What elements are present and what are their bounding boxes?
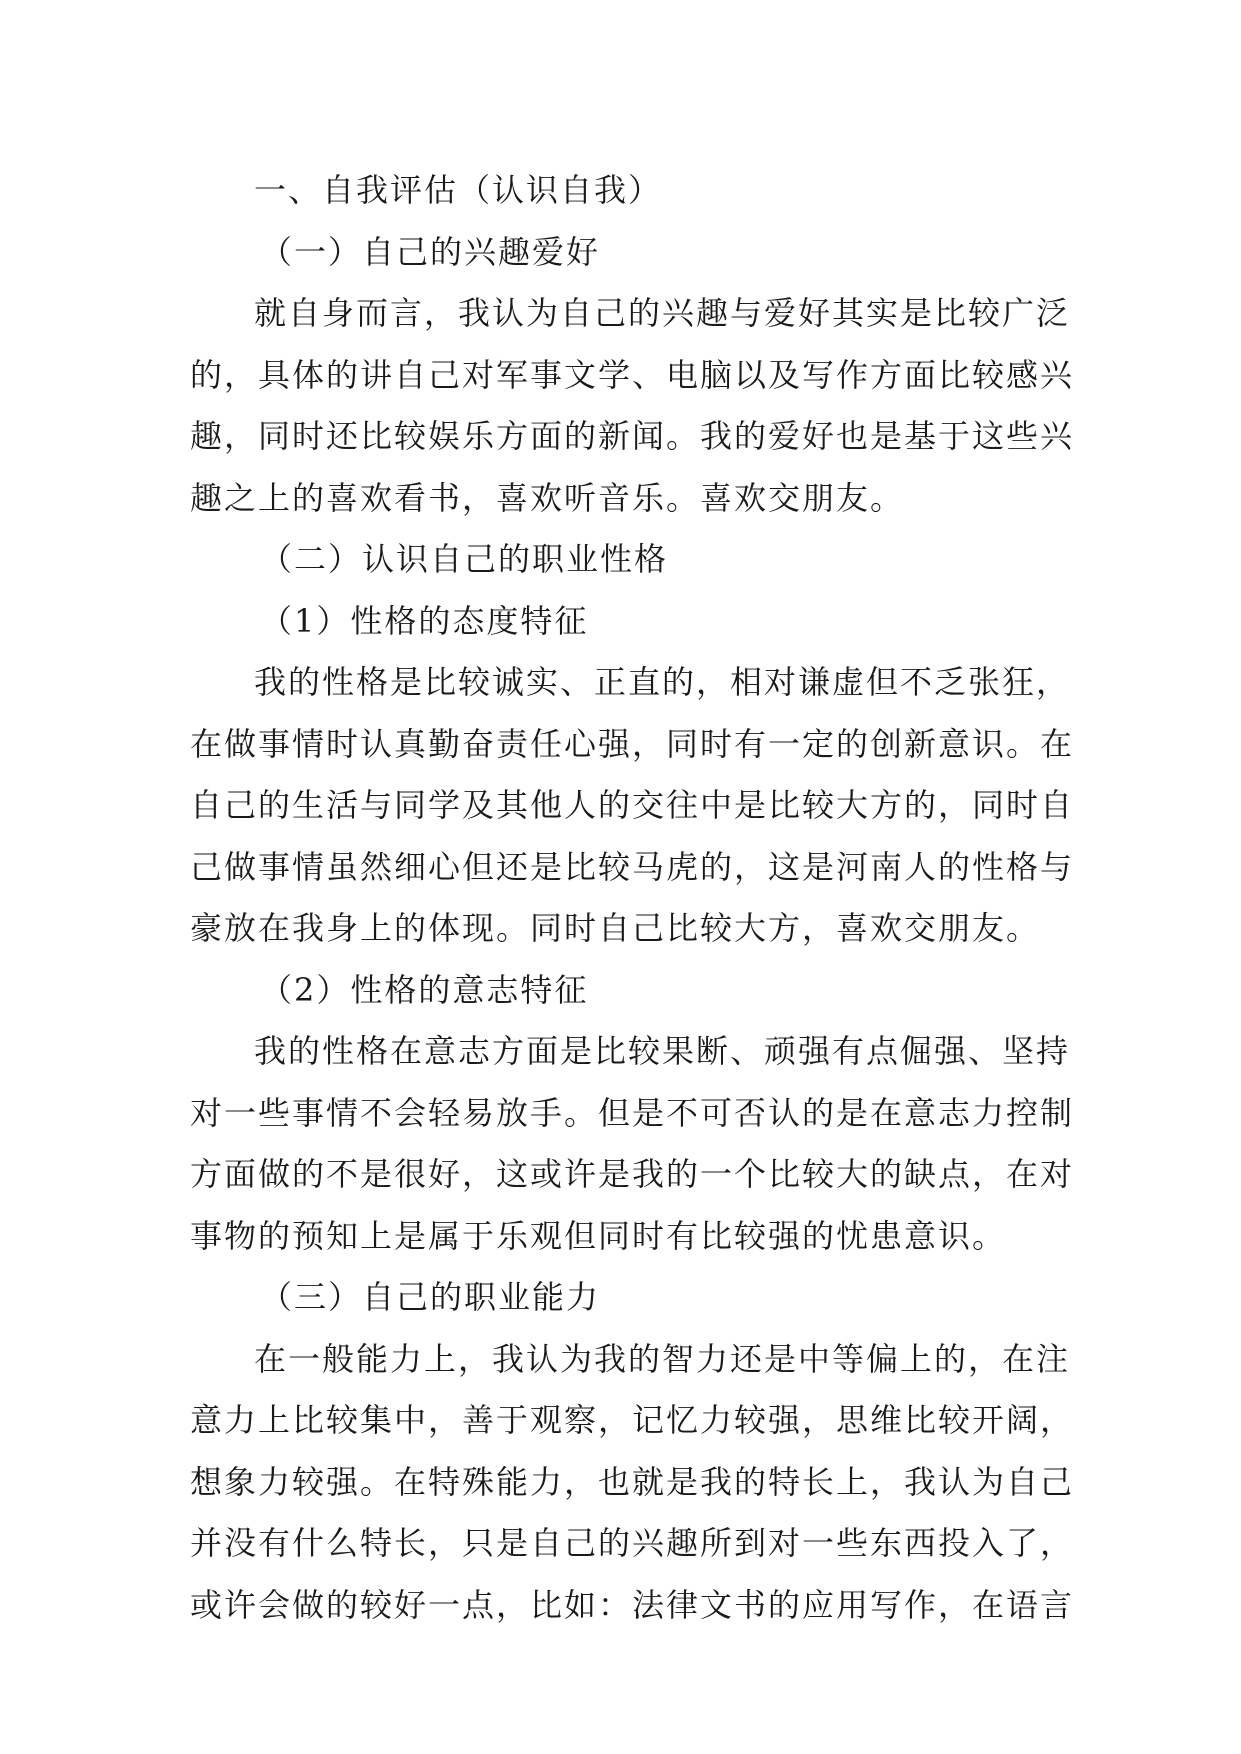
paragraph-line: 事物的预知上是属于乐观但同时有比较强的忧患意识。: [190, 1216, 1007, 1255]
paragraph-attitude: [190, 652, 1075, 960]
paragraph-line: 我的性格在意志方面是比较果断、顽强有点倔强、坚持: [254, 1032, 1071, 1070]
paragraph-line: 意力上比较集中，善于观察，记忆力较强，思维比较开阔，: [190, 1401, 1075, 1439]
section-title-interests: （一）自己的兴趣爱好: [260, 232, 601, 271]
paragraph-line: 的，具体的讲自己对军事文学、电脑以及写作方面比较感兴: [190, 355, 1075, 394]
paragraph-line: 对一些事情不会轻易放手。但是不可否认的是在意志力控制: [190, 1093, 1075, 1132]
paragraph-line: 我的性格是比较诚实、正直的，相对谦虚但不乏张狂，: [254, 663, 1071, 701]
paragraph-abilities: [190, 1329, 1075, 1637]
paragraph-line: 趣之上的喜欢看书，喜欢听音乐。喜欢交朋友。: [190, 478, 905, 517]
paragraph-line: 豪放在我身上的体现。同时自己比较大方，喜欢交朋友。: [190, 909, 1041, 947]
paragraph-line: 就自身而言，我认为自己的兴趣与爱好其实是比较广泛: [254, 294, 1071, 332]
document-body: [190, 160, 1075, 1636]
paragraph-line: 并没有什么特长，只是自己的兴趣所到对一些东西投入了，: [190, 1524, 1075, 1562]
paragraph-line: 在一般能力上，我认为我的智力还是中等偏上的，在注: [254, 1339, 1071, 1378]
paragraph-line: 方面做的不是很好，这或许是我的一个比较大的缺点，在对: [190, 1155, 1075, 1193]
subsection-title-will: （2）性格的意志特征: [260, 970, 589, 1009]
section-title-abilities: （三）自己的职业能力: [260, 1278, 601, 1316]
paragraph-line: 趣，同时还比较娱乐方面的新闻。我的爱好也是基于这些兴: [190, 417, 1075, 455]
paragraph-line: 己做事情虽然细心但还是比较马虎的，这是河南人的性格与: [190, 847, 1075, 886]
paragraph-line: 在做事情时认真勤奋责任心强，同时有一定的创新意识。在: [190, 724, 1075, 763]
heading-self-assessment: 一、自我评估（认识自我）: [254, 171, 663, 209]
paragraph-will: [190, 1021, 1075, 1267]
section-title-personality: （二）认识自己的职业性格: [260, 540, 669, 578]
paragraph-line: 或许会做的较好一点，比如：法律文书的应用写作，在语言: [190, 1585, 1075, 1624]
paragraph-line: 想象力较强。在特殊能力，也就是我的特长上，我认为自己: [190, 1462, 1075, 1501]
paragraph-interests: [190, 283, 1075, 529]
subsection-title-attitude: （1）性格的态度特征: [260, 601, 589, 640]
paragraph-line: 自己的生活与同学及其他人的交往中是比较大方的，同时自: [190, 786, 1075, 824]
